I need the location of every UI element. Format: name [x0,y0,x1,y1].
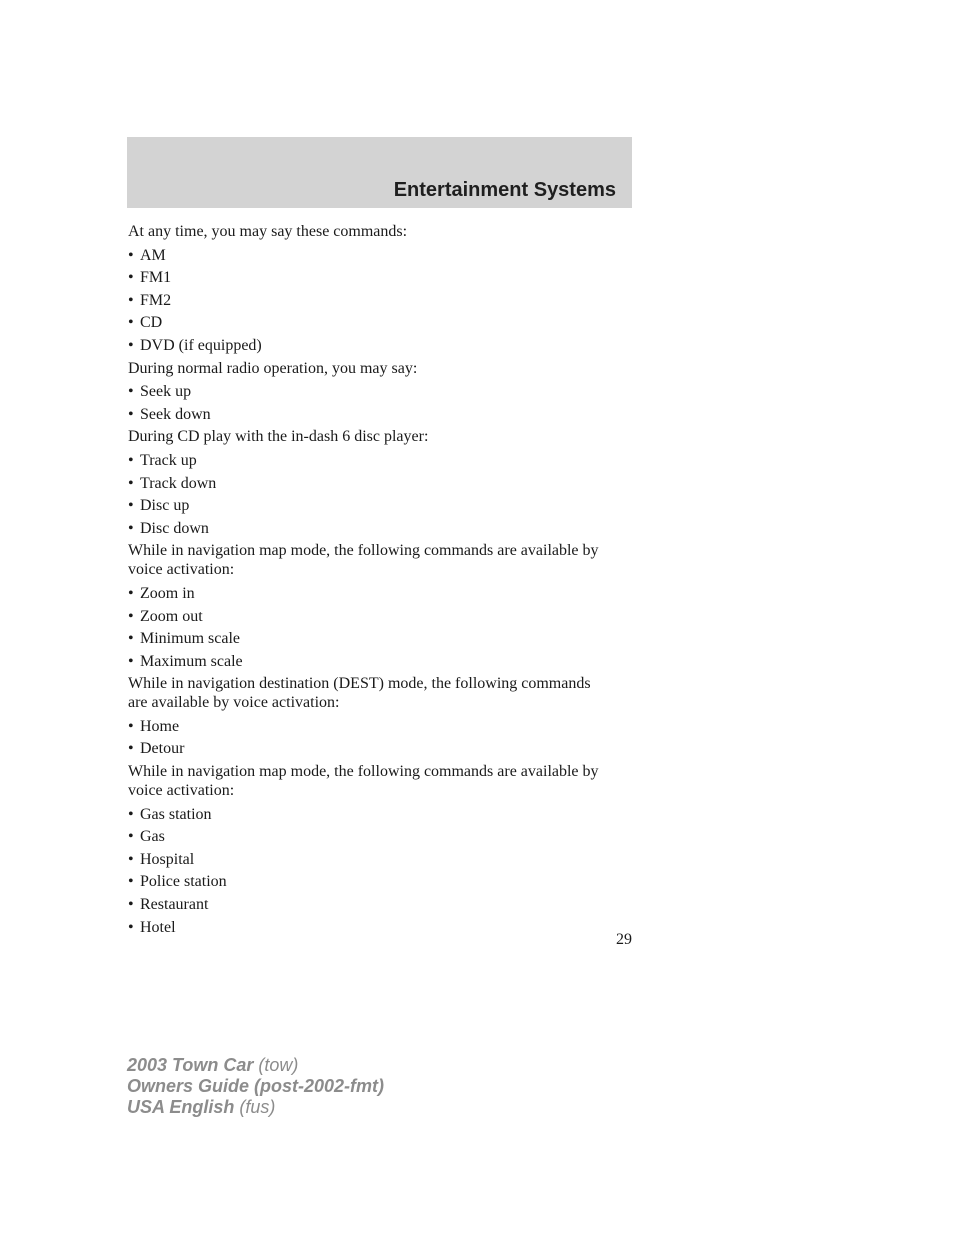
footer-line-model: 2003 Town Car (tow) [127,1055,299,1075]
list-item: • DVD (if equipped) [128,336,262,354]
page-content [128,222,638,940]
bullet-icon: • [128,607,134,625]
bullet-icon: • [128,451,134,469]
list-item: • CD [128,314,163,332]
document-footer [127,1055,384,1118]
bullet-icon: • [128,383,134,401]
bullet-icon: • [128,246,134,264]
list-item: • Minimum scale [128,630,240,648]
section-header [127,137,632,208]
bullet-icon: • [128,269,134,287]
list-item: • Zoom in [128,584,195,602]
list-item: • Maximum scale [128,652,243,670]
list-item: • Seek up [128,383,192,401]
list-item: • Disc up [128,497,190,515]
bullet-icon: • [128,740,134,758]
bullet-icon: • [128,630,134,648]
bullet-icon: • [128,519,134,537]
list-item: • Gas [128,828,165,846]
list-item: • FM1 [128,269,172,287]
list-item: • Disc down [128,519,209,537]
bullet-icon: • [128,336,134,354]
bullet-icon: • [128,717,134,735]
bullet-icon: • [128,584,134,602]
bullet-icon: • [128,474,134,492]
footer-line-language: USA English (fus) [127,1097,276,1117]
bullet-icon: • [128,291,134,309]
list-item: • Hospital [128,850,195,868]
bullet-icon: • [128,652,134,670]
poi-intro-paragraph: While in navigation map mode, the following commands are available by voice activation: [128,763,599,800]
bullet-icon: • [128,850,134,868]
bullet-icon: • [128,896,134,914]
bullet-icon: • [128,873,134,891]
list-item: • Gas station [128,805,212,823]
list-item: • AM [128,246,166,264]
list-item: • Zoom out [128,607,203,625]
bullet-icon: • [128,805,134,823]
intro-paragraph: At any time, you may say these commands: [128,223,408,240]
radio-intro-paragraph: During normal radio operation, you may say: [128,359,418,377]
page-number: 29 [616,931,632,948]
footer-line-guide: Owners Guide (post-2002-fmt) [127,1076,385,1096]
bullet-icon: • [128,314,134,332]
list-item: • Restaurant [128,896,209,914]
section-title: Entertainment Systems [393,179,616,201]
list-item: • Hotel [128,918,176,936]
bullet-icon: • [128,405,134,423]
list-item: • Detour [128,740,185,758]
list-item: • Home [128,717,180,735]
list-item: • Track up [128,451,197,469]
cd-intro-paragraph: During CD play with the in-dash 6 disc player: [128,428,429,446]
list-item: • FM2 [128,291,172,309]
map-intro-paragraph: While in navigation map mode, the following commands are available by voice activation: [128,542,599,579]
list-item: • Police station [128,873,227,891]
list-item: • Track down [128,474,217,492]
dest-intro-paragraph: While in navigation destination (DEST) mode, the following commands are available by voice activation: [128,675,591,712]
bullet-icon: • [128,828,134,846]
bullet-icon: • [128,497,134,515]
list-item: • Seek down [128,405,211,423]
bullet-icon: • [128,918,134,936]
